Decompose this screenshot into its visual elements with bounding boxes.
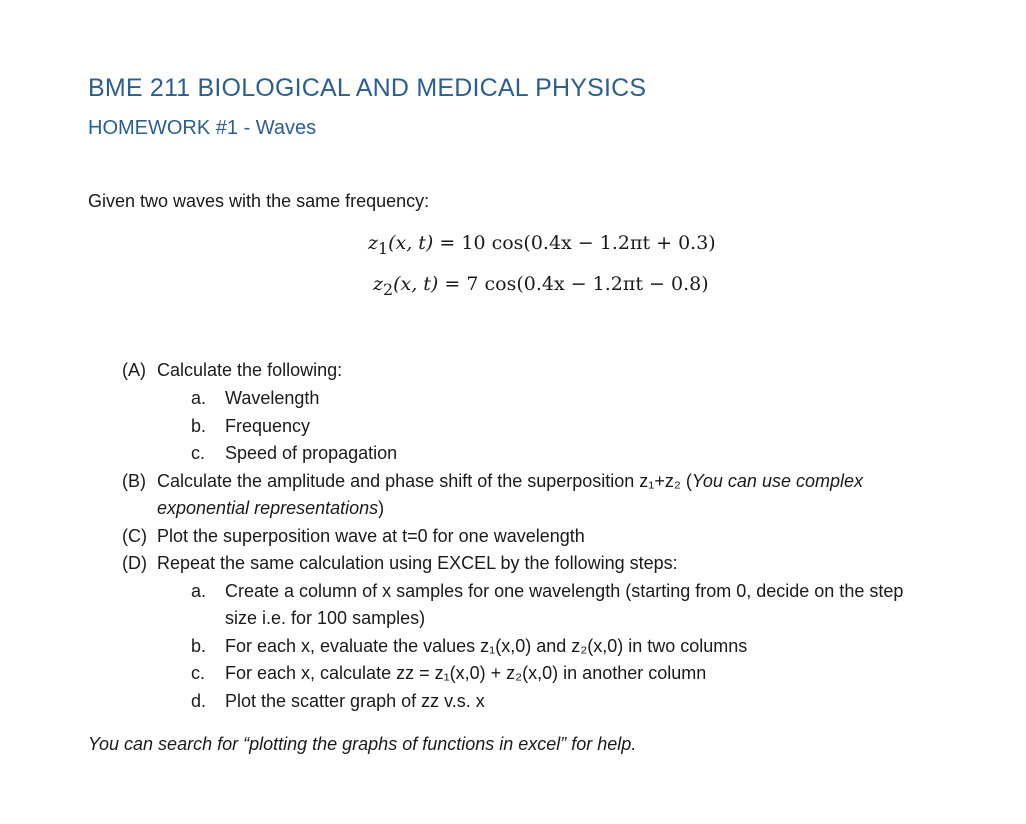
question-marker: (C) (122, 526, 147, 546)
list-item: c. For each x, calculate zz = z₁(x,0) + z₂(x,0) in another column (191, 663, 707, 683)
question-text: Plot the superposition wave at t=0 for one wavelength (157, 526, 585, 546)
question-marker: (B) (122, 471, 146, 491)
question-d (122, 553, 678, 574)
equation-z1: $z_1(x$, t) = 10 cos(0.4x − 1.2πt + 0.3) (368, 232, 716, 258)
list-item: a. Create a column of x samples for one wavelength (starting from 0, decide on the step (191, 581, 904, 601)
question-text: Calculate the following: (157, 360, 343, 380)
list-item: b. For each x, evaluate the values z₁(x,0) and z₂(x,0) in two columns (191, 636, 748, 656)
question-c (122, 526, 585, 547)
page-subtitle: HOMEWORK #1 - Waves (88, 117, 317, 139)
list-item-continued: size i.e. for 100 samples) (225, 608, 426, 628)
question-a (122, 360, 343, 381)
question-text: Repeat the same calculation using EXCEL by the following steps: (157, 553, 678, 573)
list-item: b. Frequency (191, 416, 311, 436)
page-title: BME 211 BIOLOGICAL AND MEDICAL PHYSICS (88, 74, 647, 102)
question-b-continued: exponential representations) (157, 498, 385, 518)
question-marker: (D) (122, 553, 147, 573)
list-item: d. Plot the scatter graph of zz v.s. x (191, 691, 485, 711)
intro-text: Given two waves with the same frequency: (88, 191, 430, 211)
question-b (122, 471, 863, 492)
question-marker: (A) (122, 360, 146, 380)
question-text: Calculate the amplitude and phase shift of the superposition z₁+z₂ (You can use complex (157, 471, 863, 491)
equation-z2: $z_2(x$, t) = 7 cos(0.4x − 1.2πt − 0.8) (373, 273, 709, 299)
footer-note: You can search for “plotting the graphs of functions in excel” for help. (88, 734, 637, 754)
list-item: a. Wavelength (191, 388, 320, 408)
list-item: c. Speed of propagation (191, 443, 398, 463)
